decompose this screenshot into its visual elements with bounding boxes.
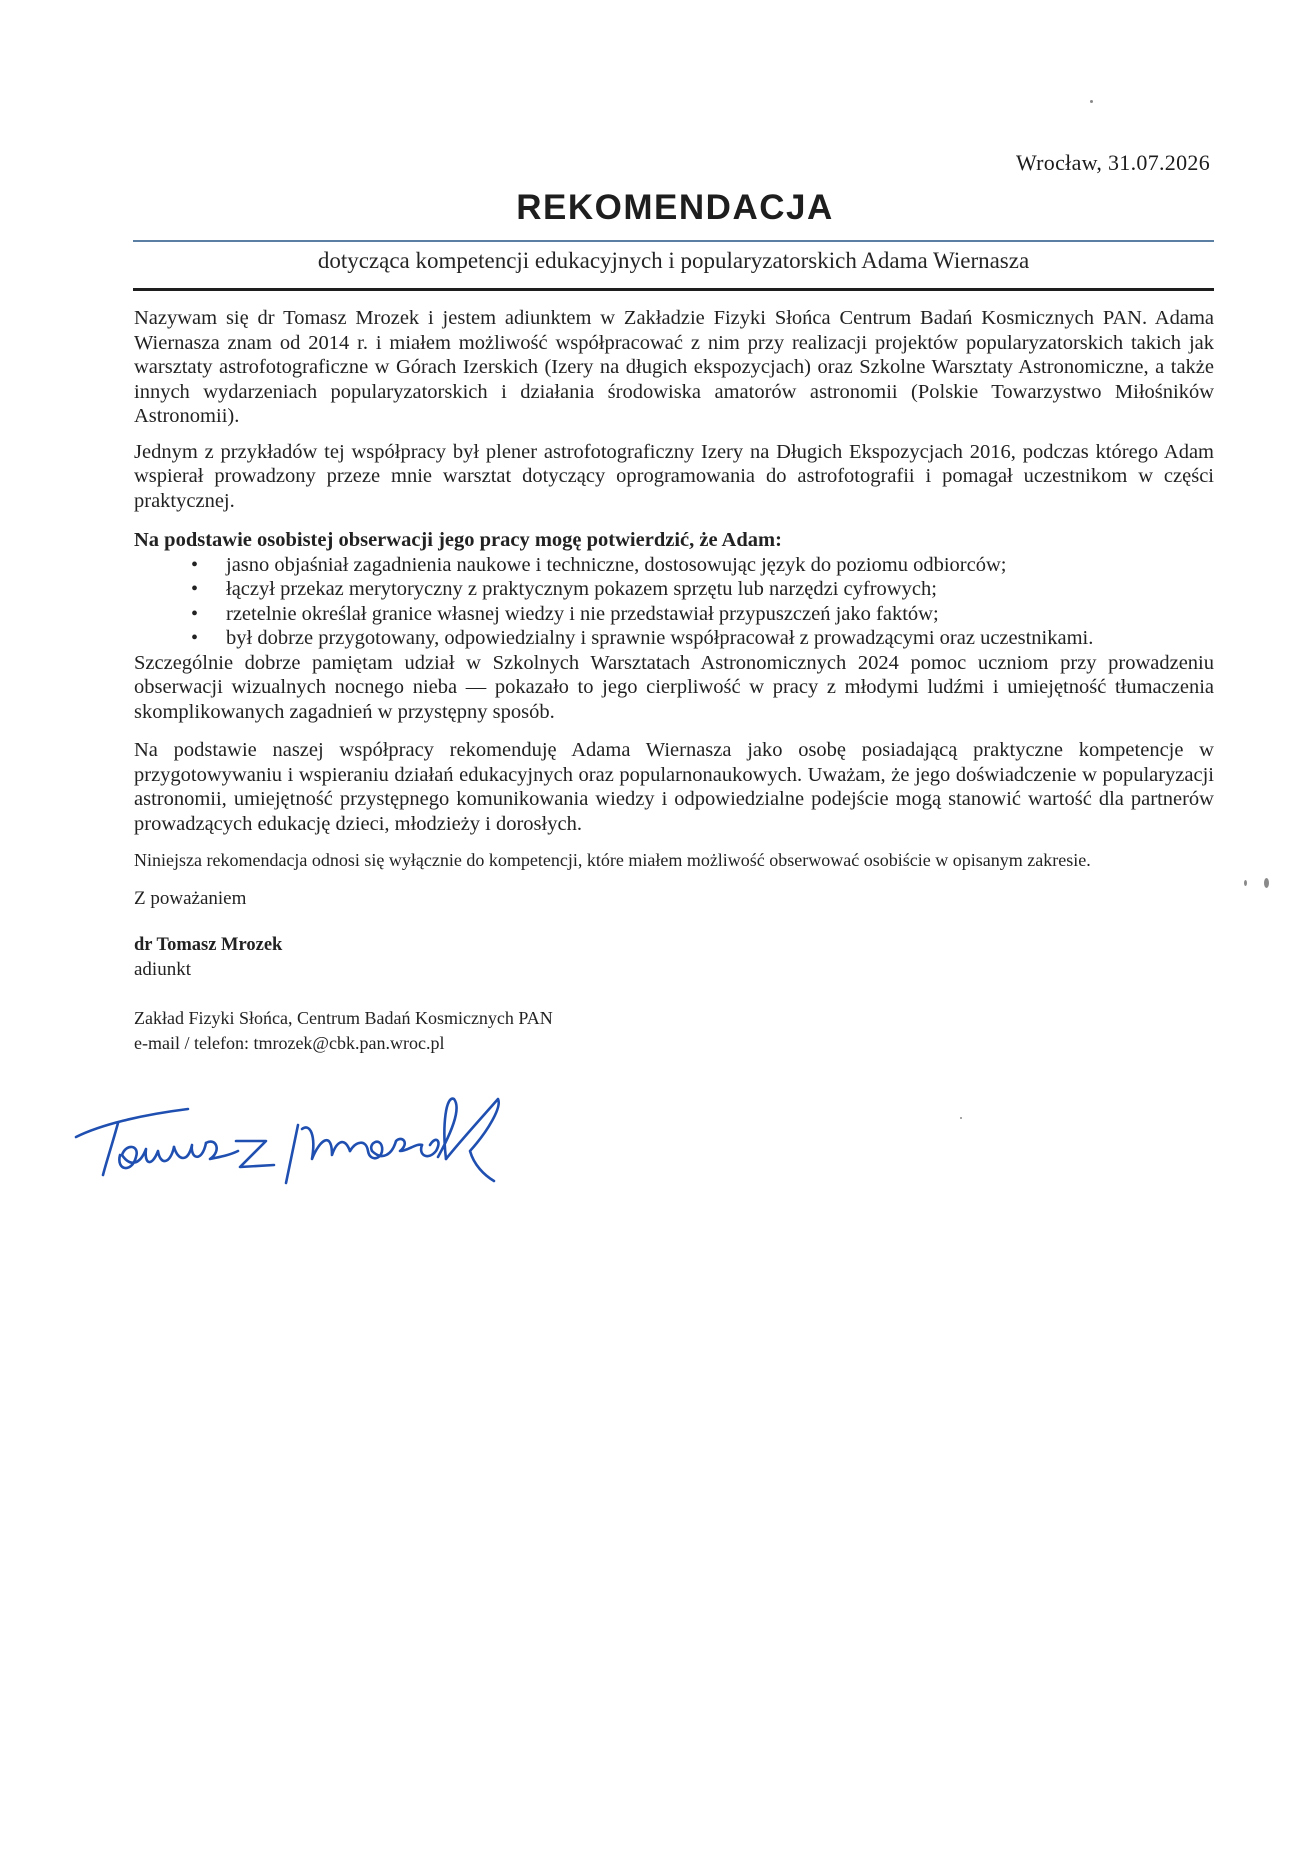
scan-speck [1264, 878, 1269, 888]
list-item [134, 577, 1214, 602]
signer-institution: Zakład Fizyki Słońca, Centrum Badań Kosmicznych PAN [134, 1008, 553, 1028]
paragraph-example: Jednym z przykładów tej współpracy był plener astrofotograficzny Izery na Długich Ekspozycjach 2016, podczas którego Adam wspierał prowadzony przeze mnie warsztat dotyczący oprogramowania do astrofotografii i pomagał uczestnikom w części praktycznej. [134, 440, 1214, 512]
list-item [134, 602, 1214, 627]
title-rule-top [133, 240, 1214, 242]
handwritten-signature [70, 1085, 530, 1195]
list-item-text: rzetelnie określał granice własnej wiedzy i nie przedstawiał przypuszczeń jako faktów; [226, 602, 939, 625]
paragraph-introduction: Nazywam się dr Tomasz Mrozek i jestem adiunktem w Zakładzie Fizyki Słońca Centrum Badań Kosmicznych PAN. Adama Wiernasza znam od 2014 r. i miałem możliwość współpracować z nim przy realizacji projektów popularyzatorskich takich jak warsztaty astrofotograficzne w Górach Izerskich (Izery na długich ekspozycjach) oraz Szkolne Warsztaty Astronomiczne, a także innych wydarzeniach popularyzatorskich i działania środowiska amatorów astronomii (Polskie Towarzystwo Miłośników Astronomii). [134, 307, 1214, 427]
list-item-text: jasno objaśniał zagadnienia naukowe i techniczne, dostosowując język do poziomu odbiorców; [226, 553, 1007, 576]
letter-subtitle: dotycząca kompetencji edukacyjnych i popularyzatorskich Adama Wiernasza [317, 248, 1030, 273]
signer-role: adiunkt [134, 958, 191, 980]
title-rule-bottom [133, 288, 1214, 291]
list-item-text: był dobrze przygotowany, odpowiedzialny i sprawnie współpracował z prowadzącymi oraz uczestnikami. [226, 627, 1094, 649]
list-item-text: łączył przekaz merytoryczny z praktycznym pokazem sprzętu lub narzędzi cyfrowych; [226, 578, 937, 600]
bullet-icon: • [191, 553, 199, 576]
bullet-icon: • [191, 602, 199, 625]
paragraph-disclaimer: Niniejsza rekomendacja odnosi się wyłącznie do kompetencji, które miałem możliwość obserwować osobiście w opisanym zakresie. [134, 850, 1091, 870]
competence-list [134, 553, 1214, 651]
observation-lead: Na podstawie osobistej obserwacji jego pracy mogę potwierdzić, że Adam: [134, 529, 782, 551]
list-item [134, 626, 1214, 651]
list-item [134, 553, 1214, 578]
closing-greeting: Z poważaniem [134, 887, 247, 909]
letter-body [134, 306, 1214, 1055]
scan-speck [1090, 100, 1093, 103]
letter-title: REKOMENDACJA [516, 188, 834, 227]
paragraph-recommendation: Na podstawie naszej współpracy rekomenduję Adama Wiernasza jako osobę posiadającą praktyczne kompetencje w przygotowywaniu i wspieraniu działań edukacyjnych oraz popularnonaukowych. Uważam, że jego doświadczenie w popularyzacji astronomii, umiejętność przystępnego komunikowania wiedzy i odpowiedzialne podejście mogą stanowić wartość dla partnerów prowadzących edukację dzieci, młodzieży i dorosłych. [134, 739, 1214, 835]
paragraph-memory: Szczególnie dobrze pamiętam udział w Szkolnych Warsztatach Astronomicznych 2024 pomoc uczniom przy prowadzeniu obserwacji wizualnych nocnego nieba — pokazało to jego cierpliwość w pracy z młodymi ludźmi i umiejętność tłumaczenia skomplikowanych zagadnień w przystępny sposób. [134, 651, 1214, 723]
signer-contact: e-mail / telefon: tmrozek@cbk.pan.wroc.pl [134, 1032, 445, 1053]
scan-speck [1244, 880, 1247, 886]
letter-date: Wrocław, 31.07.2026 [1015, 150, 1210, 175]
scan-speck [960, 1117, 962, 1119]
bullet-icon: • [191, 578, 199, 600]
signer-name: dr Tomasz Mrozek [134, 935, 283, 955]
bullet-icon: • [191, 627, 199, 649]
